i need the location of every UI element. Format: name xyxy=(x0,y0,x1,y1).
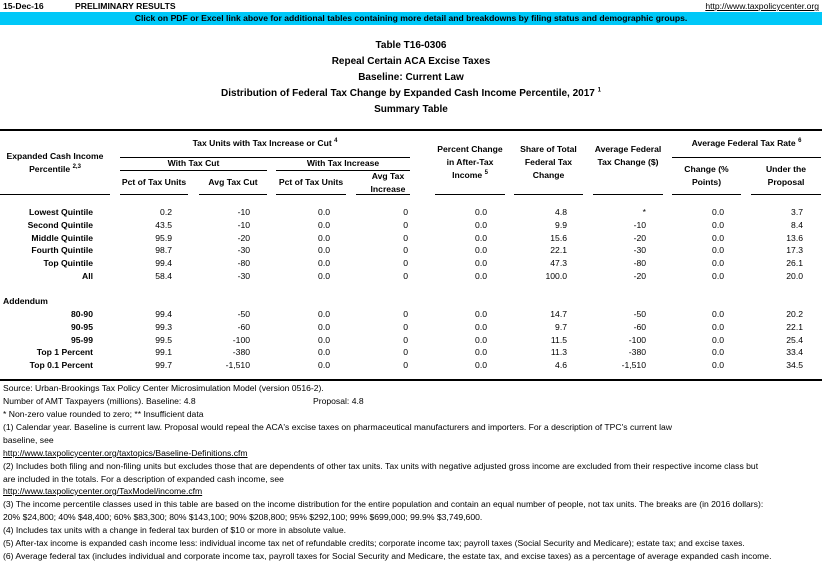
row-label: Lowest Quintile xyxy=(29,207,93,217)
cell-share: 11.3 xyxy=(550,347,567,358)
rule xyxy=(120,194,188,195)
cell-rate-under: 20.0 xyxy=(786,271,803,281)
distribution-title-text: Distribution of Federal Tax Change by Expanded Cash Income Percentile, 2017 xyxy=(221,88,595,99)
footnote-ref: 4 xyxy=(334,138,338,145)
note-2-cont: are included in the totals. For a description of expanded cash income, see xyxy=(3,474,284,484)
cell-pct-change: 0.0 xyxy=(475,321,487,332)
cell-pct-change: 0.0 xyxy=(475,258,487,269)
col-header-rate-change: Change (% Points) xyxy=(684,164,729,187)
cell-avg-inc: 0 xyxy=(403,347,408,358)
cell-avg-change: -60 xyxy=(633,321,646,332)
rule xyxy=(276,194,346,195)
footnote-ref: 1 xyxy=(597,87,601,94)
col-group-rate xyxy=(672,137,821,150)
cell-pct-change: 0.0 xyxy=(475,271,487,281)
cell-rate-under: 3.7 xyxy=(791,207,803,217)
cell-avg-inc: 0 xyxy=(403,309,408,319)
cell-avg-inc: 0 xyxy=(403,360,408,371)
cell-avg-inc: 0 xyxy=(403,245,408,256)
cell-pct-cut: 0.2 xyxy=(160,207,172,217)
cell-pct-inc: 0.0 xyxy=(318,309,330,319)
note-6: (6) Average federal tax (includes individual and corporate income tax, payroll taxes for Social Security and Medicare, the estate tax, and excise taxes) as a percentage of average expanded cash income. xyxy=(3,551,772,561)
cell-avg-change: -80 xyxy=(633,258,646,269)
distribution-title xyxy=(0,88,822,99)
col-header-pct-inc: Pct of Tax Units xyxy=(278,177,344,187)
cell-pct-inc: 0.0 xyxy=(318,245,330,256)
cell-avg-inc: 0 xyxy=(403,232,408,243)
note-3-cont: 20% $24,800; 40% $48,400; 60% $83,300; 80% $143,100; 90% $208,800; 95% $292,100; 99% $699,000; 99.9% $3,749,600. xyxy=(3,512,483,522)
cell-share: 15.6 xyxy=(550,232,567,243)
col-group-tax-units xyxy=(120,137,410,150)
cell-pct-cut: 99.1 xyxy=(155,347,172,358)
cell-rate-under: 17.3 xyxy=(786,245,803,256)
cell-pct-inc: 0.0 xyxy=(318,347,330,358)
col-header-text: Tax Units with Tax Increase or Cut xyxy=(192,138,332,148)
cell-pct-inc: 0.0 xyxy=(318,360,330,371)
cell-rate-change: 0.0 xyxy=(712,309,724,319)
note-1: (1) Calendar year. Baseline is current law. Proposal would repeal the ACA's excise taxes on pharmaceutical manufacturers and importers. For a description of TPC's current law xyxy=(3,422,672,432)
row-label: All xyxy=(82,271,93,281)
cell-avg-change: * xyxy=(642,207,646,217)
cell-pct-inc: 0.0 xyxy=(318,258,330,269)
cell-pct-change: 0.0 xyxy=(475,309,487,319)
cell-share: 47.3 xyxy=(550,258,567,269)
col-header-avg-inc: Avg Tax Increase xyxy=(370,171,406,194)
cell-share: 9.7 xyxy=(555,321,567,332)
cell-pct-inc: 0.0 xyxy=(318,232,330,243)
note-5: (5) After-tax income is expanded cash income less: individual income tax net of refundable credits; corporate income tax; payroll taxes (Social Security and Medicare); estate tax; and excise taxes. xyxy=(3,538,745,548)
cell-avg-cut: -20 xyxy=(237,232,250,243)
row-label: Second Quintile xyxy=(27,219,93,230)
cell-share: 9.9 xyxy=(555,219,567,230)
rule xyxy=(672,157,821,158)
cell-rate-change: 0.0 xyxy=(712,334,724,345)
rule xyxy=(356,194,410,195)
cell-avg-inc: 0 xyxy=(403,207,408,217)
col-header-pct-cut: Pct of Tax Units xyxy=(121,177,187,187)
cell-share: 100.0 xyxy=(545,271,567,281)
cell-rate-change: 0.0 xyxy=(712,360,724,371)
rule xyxy=(0,194,110,195)
rule xyxy=(672,194,741,195)
table-name: Repeal Certain ACA Excise Taxes xyxy=(331,56,491,67)
col-header-text: Expanded Cash Income Percentile xyxy=(6,151,104,174)
cell-rate-under: 13.6 xyxy=(786,232,803,243)
cell-pct-cut: 99.4 xyxy=(155,258,172,269)
row-label: Top 1 Percent xyxy=(36,347,93,358)
cell-avg-cut: -80 xyxy=(237,258,250,269)
tpc-website-link[interactable]: http://www.taxpolicycenter.org xyxy=(705,1,819,11)
cell-share: 11.5 xyxy=(550,334,567,345)
cell-pct-change: 0.0 xyxy=(475,232,487,243)
cell-pct-change: 0.0 xyxy=(475,334,487,345)
cell-pct-inc: 0.0 xyxy=(318,321,330,332)
col-header-rate-under: Under the Proposal xyxy=(765,164,807,187)
cell-rate-change: 0.0 xyxy=(712,321,724,332)
cell-pct-change: 0.0 xyxy=(475,207,487,217)
cell-pct-change: 0.0 xyxy=(475,245,487,256)
source-note: Source: Urban-Brookings Tax Policy Center Microsimulation Model (version 0516-2). xyxy=(3,383,324,393)
row-label: Middle Quintile xyxy=(31,232,93,243)
cell-avg-cut: -10 xyxy=(237,207,250,217)
cell-rate-change: 0.0 xyxy=(712,271,724,281)
cell-avg-cut: -30 xyxy=(237,271,250,281)
cell-rate-under: 33.4 xyxy=(786,347,803,358)
cell-avg-inc: 0 xyxy=(403,271,408,281)
cell-rate-under: 25.4 xyxy=(786,334,803,345)
col-header-avg-cut: Avg Tax Cut xyxy=(208,177,258,187)
cell-avg-inc: 0 xyxy=(403,334,408,345)
note-4: (4) Includes tax units with a change in federal tax burden of $10 or more in absolute value. xyxy=(3,525,346,535)
cell-avg-inc: 0 xyxy=(403,321,408,332)
cell-pct-cut: 99.5 xyxy=(155,334,172,345)
col-header-text: Average Federal Tax Rate xyxy=(691,138,796,148)
col-header-text: Percent Change in After-Tax Income xyxy=(437,144,503,180)
row-label: 80-90 xyxy=(71,309,93,319)
cell-pct-cut: 43.5 xyxy=(155,219,172,230)
cell-pct-cut: 99.3 xyxy=(155,321,172,332)
row-label: Top 0.1 Percent xyxy=(29,360,93,371)
cell-rate-change: 0.0 xyxy=(712,347,724,358)
cell-avg-change: -1,510 xyxy=(621,360,646,371)
star-note: * Non-zero value rounded to zero; ** Insufficient data xyxy=(3,409,204,419)
cell-avg-inc: 0 xyxy=(403,258,408,269)
col-header-avg-change: Average Federal Tax Change ($) xyxy=(594,144,662,167)
cell-pct-cut: 98.7 xyxy=(155,245,172,256)
col-header-percentile xyxy=(0,150,110,176)
col-group-with-cut: With Tax Cut xyxy=(167,158,220,168)
amt-note: Number of AMT Taxpayers (millions). Baseline: 4.8 xyxy=(3,396,196,406)
cell-share: 14.7 xyxy=(550,309,567,319)
col-header-pct-change xyxy=(435,143,505,182)
cell-avg-change: -20 xyxy=(633,271,646,281)
rule xyxy=(199,194,267,195)
cell-avg-cut: -100 xyxy=(232,334,250,345)
cell-pct-change: 0.0 xyxy=(475,360,487,371)
cell-rate-under: 20.2 xyxy=(786,309,803,319)
cell-rate-change: 0.0 xyxy=(712,219,724,230)
note-1-cont: baseline, see xyxy=(3,435,54,445)
cell-pct-inc: 0.0 xyxy=(318,271,330,281)
footnote-ref: 6 xyxy=(798,138,802,145)
cell-avg-cut: -60 xyxy=(237,321,250,332)
cell-pct-inc: 0.0 xyxy=(318,219,330,230)
rule xyxy=(751,194,821,195)
row-label: 95-99 xyxy=(71,334,93,345)
cell-pct-cut: 58.4 xyxy=(155,271,172,281)
footnote-ref: 2,3 xyxy=(72,164,81,171)
rule xyxy=(120,170,267,171)
date: 15-Dec-16 xyxy=(3,1,44,11)
cell-rate-change: 0.0 xyxy=(712,232,724,243)
cell-pct-inc: 0.0 xyxy=(318,207,330,217)
amt-proposal: Proposal: 4.8 xyxy=(313,396,364,406)
note-2: (2) Includes both filing and non-filing units but excludes those that are dependents of other tax units. Tax units with negative adjusted gross income are excluded from their respective income class but xyxy=(3,461,759,471)
banner-text: Click on PDF or Excel link above for additional tables containing more detail and breakdowns by filing status and demographic groups. xyxy=(134,13,688,23)
cell-avg-change: -30 xyxy=(633,245,646,256)
top-rule xyxy=(0,129,822,131)
cell-avg-change: -50 xyxy=(633,309,646,319)
cell-rate-under: 22.1 xyxy=(786,321,803,332)
cell-rate-change: 0.0 xyxy=(712,207,724,217)
rule xyxy=(593,194,663,195)
cell-avg-change: -380 xyxy=(628,347,646,358)
row-label: 90-95 xyxy=(71,321,93,332)
row-label: Top Quintile xyxy=(43,258,93,269)
income-definition-link[interactable]: http://www.taxpolicycenter.org/TaxModel/income.cfm xyxy=(3,486,203,496)
cell-share: 4.8 xyxy=(555,207,567,217)
cell-avg-change: -20 xyxy=(633,232,646,243)
preliminary-label: PRELIMINARY RESULTS xyxy=(75,1,176,11)
footnote-ref: 5 xyxy=(484,170,488,177)
info-banner xyxy=(0,12,822,25)
row-label: Fourth Quintile xyxy=(31,245,93,256)
cell-avg-cut: -30 xyxy=(237,245,250,256)
cell-share: 22.1 xyxy=(550,245,567,256)
table-id: Table T16-0306 xyxy=(375,40,447,51)
baseline-definitions-link[interactable]: http://www.taxpolicycenter.org/taxtopics/Baseline-Definitions.cfm xyxy=(3,448,248,458)
summary-title: Summary Table xyxy=(374,104,448,115)
cell-avg-cut: -1,510 xyxy=(225,360,250,371)
cell-rate-change: 0.0 xyxy=(712,245,724,256)
note-3: (3) The income percentile classes used in this table are based on the income distribution for the entire population and contain an equal number of people, not tax units. The breaks are (in 2016 dollars): xyxy=(3,499,764,509)
cell-avg-inc: 0 xyxy=(403,219,408,230)
cell-avg-cut: -10 xyxy=(237,219,250,230)
baseline-title: Baseline: Current Law xyxy=(358,72,464,83)
cell-rate-under: 34.5 xyxy=(786,360,803,371)
cell-avg-cut: -380 xyxy=(232,347,250,358)
cell-rate-under: 26.1 xyxy=(786,258,803,269)
cell-pct-change: 0.0 xyxy=(475,347,487,358)
cell-share: 4.6 xyxy=(555,360,567,371)
cell-avg-change: -100 xyxy=(628,334,646,345)
cell-rate-change: 0.0 xyxy=(712,258,724,269)
cell-pct-cut: 99.4 xyxy=(155,309,172,319)
rule xyxy=(435,194,505,195)
cell-pct-cut: 99.7 xyxy=(155,360,172,371)
cell-rate-under: 8.4 xyxy=(791,219,803,230)
rule xyxy=(514,194,583,195)
bottom-rule xyxy=(0,379,822,381)
col-header-share: Share of Total Federal Tax Change xyxy=(520,144,577,180)
cell-pct-cut: 95.9 xyxy=(155,232,172,243)
col-group-with-increase: With Tax Increase xyxy=(306,158,380,168)
cell-pct-change: 0.0 xyxy=(475,219,487,230)
cell-pct-inc: 0.0 xyxy=(318,334,330,345)
cell-avg-change: -10 xyxy=(633,219,646,230)
addendum-label: Addendum xyxy=(3,296,48,306)
cell-avg-cut: -50 xyxy=(237,309,250,319)
